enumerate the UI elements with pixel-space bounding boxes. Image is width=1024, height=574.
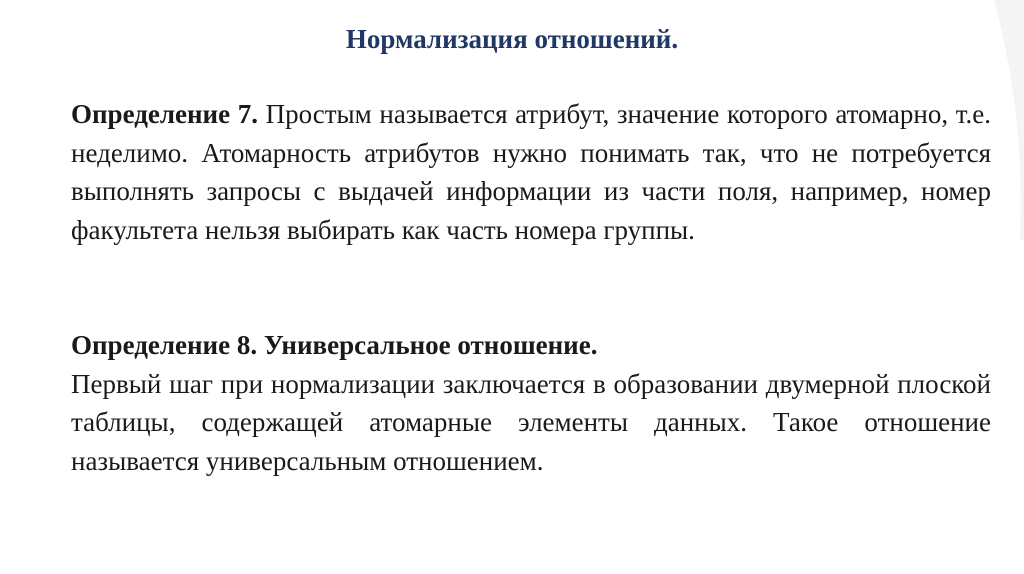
definition-8-text: Первый шаг при нормализации заключается в образовании двумерной плоской таблицы, содержащей атомарные элементы данных. Такое отношение называется универсальным отношением. (71, 368, 991, 476)
definition-7-term: Определение 7. (71, 99, 258, 129)
definition-7-paragraph (33, 95, 991, 249)
definition-7-text: Простым называется атрибут, значение которого атомарно, т.е. неделимо. Атомарность атрибутов нужно понимать так, что не потребуется выполнять запросы с выдачей информации из части поля, например, номер факультета нельзя выбирать как часть номера группы. (71, 99, 991, 245)
slide-title: Нормализация отношений. (345, 24, 679, 54)
definition-8-paragraph (33, 326, 991, 480)
definition-8-term: Определение 8. Универсальное отношение. (71, 330, 598, 360)
definition-7-body (33, 95, 991, 249)
background-corner-shape (764, 0, 1024, 574)
